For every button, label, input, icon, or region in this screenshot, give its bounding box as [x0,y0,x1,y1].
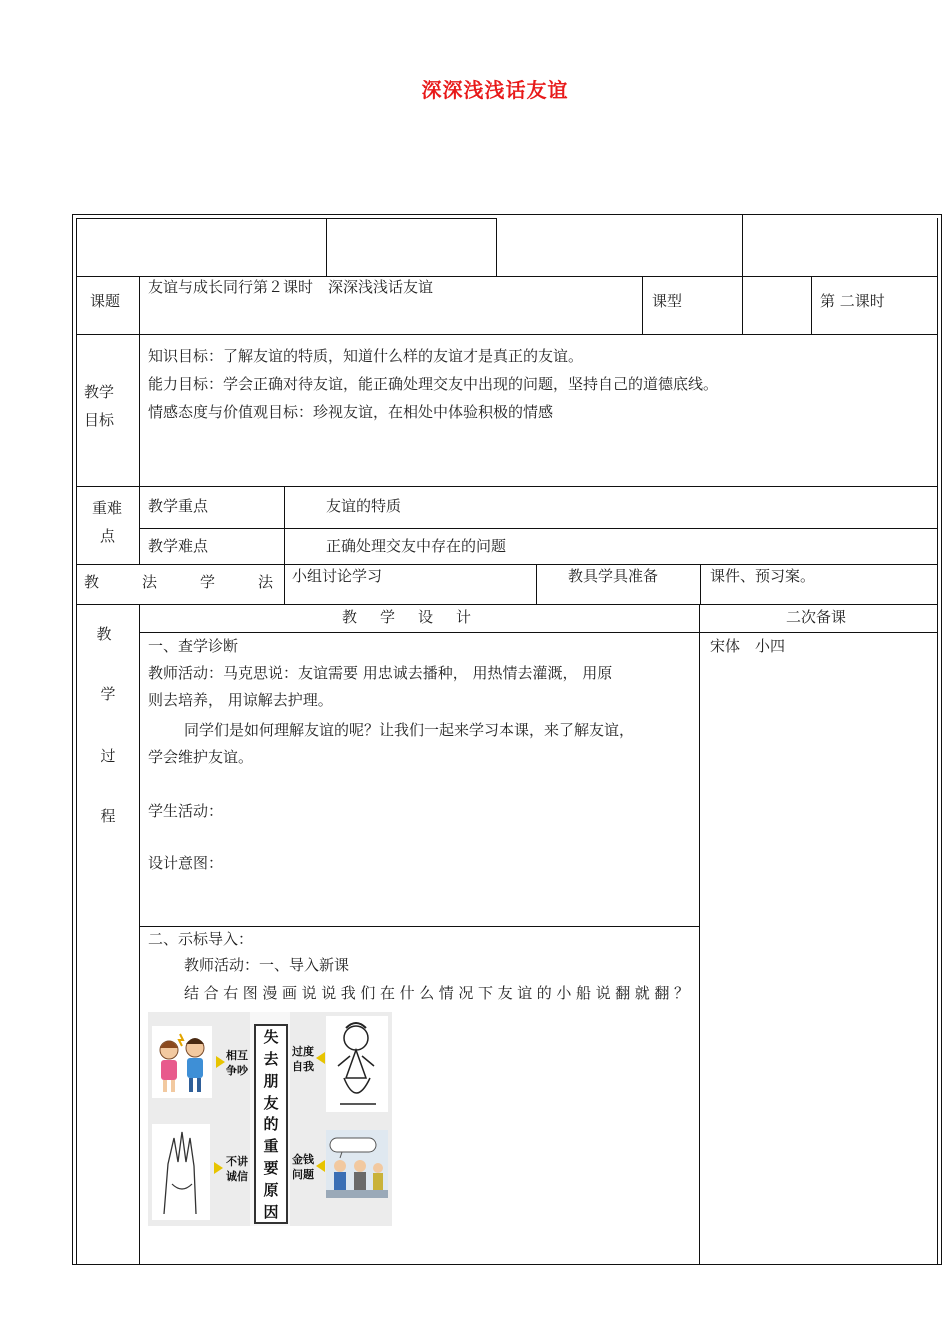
row0-sep-2 [496,218,497,276]
quarrel-figure [152,1026,212,1098]
second-prep-note: 宋体 小四 [710,637,786,655]
focus-value: 友谊的特质 [326,497,402,515]
cartoon-center-char: 友 [263,1093,279,1112]
focus-label: 教学重点 [148,497,209,515]
inner-top-border-b [496,214,938,215]
difficulty-label: 教学难点 [148,537,209,555]
process-label-line [139,604,140,1264]
goal-emotion: 情感态度与价值观目标：珍视友谊，在相处中体验积极的情感 [148,403,554,421]
inner-left-border [76,218,77,1264]
row5-top [76,604,938,605]
process-char-4: 程 [100,807,116,825]
table-left-border [72,214,73,1265]
label-quarrel-top: 相互 [226,1049,248,1062]
label-quarrel-bottom: 争吵 [226,1064,248,1077]
cartoon-center-char: 朋 [263,1071,279,1090]
label-selfish-top: 过度 [292,1045,314,1058]
key-label-1: 重难 [92,499,123,517]
row4-sep-1 [284,564,285,604]
process-char-3: 过 [100,747,116,765]
table-bottom-border [72,1264,942,1265]
table-right-border [941,214,942,1265]
process-char-1: 教 [96,625,112,643]
process-section-sep [139,926,699,927]
method-char-1: 教 [84,573,100,591]
cartoon-center-char: 原 [263,1180,279,1199]
row2-top [76,334,938,335]
cartoon-center-box [254,1024,288,1224]
row4-sep-3 [700,564,701,604]
method-char-2: 法 [142,573,158,591]
cartoon-center-char: 失 [263,1028,279,1047]
label-money-top: 金钱 [292,1153,314,1166]
row1-sep-a [642,276,643,334]
cartoon-center-char: 因 [263,1202,279,1221]
row0-sep-3 [742,214,743,334]
label-selfish-bottom: 自我 [292,1060,314,1073]
label-money-bottom: 问题 [292,1168,314,1181]
section2-prompt: 结合右图漫画说说我们在什么情况下友谊的小船说翻就翻？ [184,984,694,1002]
design-header: 教 学 设 计 [342,608,476,626]
goals-label-1: 教学 [84,383,115,401]
section2-heading: 二、示标导入： [148,930,254,948]
section1-teacher-line-2: 则去培养， 用谅解去护理。 [148,691,333,709]
row0-sep-1 [326,218,327,276]
inner-right-border [937,218,938,1264]
process-char-2: 学 [100,685,116,703]
dishonesty-figure [152,1124,210,1220]
method-value: 小组讨论学习 [292,567,383,585]
section1-intent: 设计意图： [148,854,224,872]
label-dishonesty-top: 不讲 [226,1155,248,1168]
money-figure [326,1130,388,1198]
section1-student: 学生活动： [148,802,224,820]
arrow-left-icon [316,1052,325,1064]
row4-sep-2 [536,564,537,604]
row3-sep [284,486,285,564]
process-second-prep-line [699,604,700,1264]
method-char-4: 法 [258,573,274,591]
label-money [288,1152,318,1182]
section1-teacher-line-1: 教师活动：马克思说：友谊需要 用忠诚去播种， 用热情去灌溉， 用原 [148,664,613,682]
tools-label: 教具学具准备 [568,567,659,585]
cartoon-center-char: 重 [263,1137,279,1156]
second-prep-header: 二次备课 [786,608,847,626]
label-dishonesty-bottom: 诚信 [226,1170,248,1183]
friendship-cartoon [148,1012,392,1226]
cartoon-center-char: 的 [263,1115,279,1134]
goal-ability: 能力目标：学会正确对待友谊，能正确处理交友中出现的问题，坚持自己的道德底线。 [148,375,719,393]
section1-heading: 一、查学诊断 [148,637,239,655]
section2-teacher: 教师活动：一、导入新课 [184,956,350,974]
cartoon-center-char: 去 [263,1050,279,1069]
arrow-left-icon [316,1160,325,1172]
label-col-line [139,276,140,564]
label-dishonesty [222,1154,252,1184]
section1-para-line-2: 学会维护友谊。 [148,748,254,766]
goals-label-2: 目标 [84,411,115,429]
row1-sep-b [811,276,812,334]
lesson-type-label: 课型 [652,292,683,310]
row3-top [76,486,938,487]
label-quarrel [222,1048,252,1078]
row3-mid [139,528,938,529]
section1-para-line-1: 同学们是如何理解友谊的呢？让我们一起来学习本课，来了解友谊， [184,721,635,739]
method-char-3: 学 [200,573,216,591]
row4-top [76,564,938,565]
key-label-2: 点 [100,527,116,545]
process-header-bottom [139,632,938,633]
topic-value: 友谊与成长同行第２课时 深深浅浅话友谊 [148,278,434,296]
document-title: 深深浅浅话友谊 [421,78,569,102]
cartoon-center-char: 要 [263,1158,279,1177]
goal-knowledge: 知识目标：了解友谊的特质，知道什么样的友谊才是真正的友谊。 [148,347,584,365]
difficulty-value: 正确处理交友中存在的问题 [326,537,507,555]
label-selfish [288,1044,318,1074]
lesson-period: 第 二课时 [820,292,885,310]
tools-value: 课件、预习案。 [710,567,816,585]
selfish-figure [326,1016,388,1112]
inner-top-border-a [76,218,496,219]
topic-label: 课题 [90,292,121,310]
